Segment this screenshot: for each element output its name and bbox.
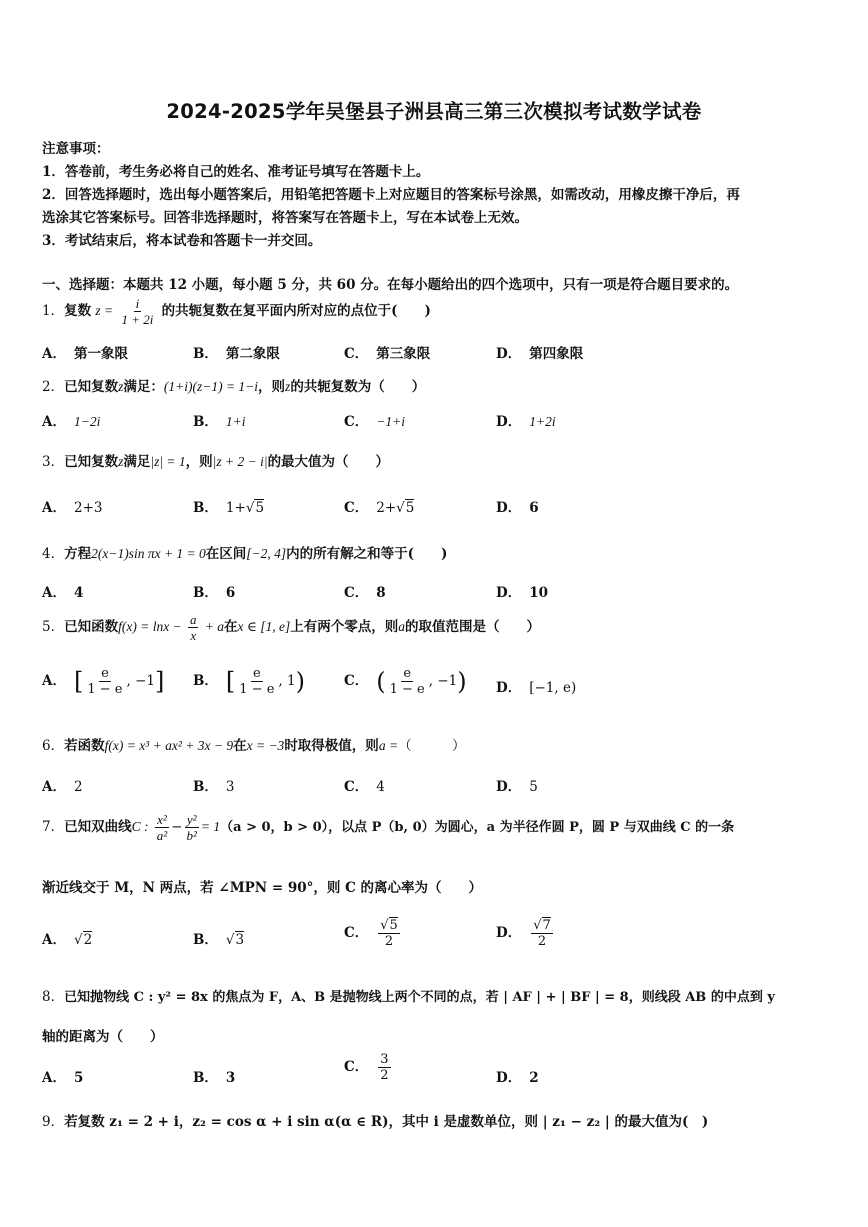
q7-option-c[interactable] [344, 918, 402, 949]
option-label: D． [496, 414, 522, 430]
question-7 [42, 812, 734, 843]
option-label: C． [344, 500, 369, 516]
option-label: A． [42, 585, 66, 601]
q5-var: a [398, 619, 405, 634]
option-text: 5 [73, 1070, 84, 1086]
q8-number: 8． [42, 989, 65, 1005]
q8-option-b[interactable] [193, 1066, 235, 1086]
q9-number: 9． [42, 1114, 65, 1130]
q5-option-a[interactable]: A． [ $\frac{e}{1 - e}$ , −1] [42, 666, 165, 697]
option-label: D． [496, 500, 522, 516]
option-text: 6 [529, 500, 539, 516]
option-text: , −1 [428, 673, 458, 689]
q5-fraction-num: a [189, 612, 197, 627]
question-8-cont: 轴的距离为（ ） [42, 1029, 164, 1045]
q7-var: C : [131, 819, 149, 834]
option-text: 2 [529, 1070, 539, 1086]
notice-item-3: 3．考试结束后，将本试卷和答题卡一并交回。 [42, 233, 322, 249]
q4-option-a[interactable] [42, 581, 83, 601]
fraction-den: 2 [537, 934, 547, 949]
q5-b-fraction [237, 666, 276, 697]
option-text: −1+i [376, 414, 405, 429]
option-text: 3 [225, 779, 235, 795]
option-text: 6 [225, 585, 236, 601]
sqrt-value: 3 [235, 932, 245, 948]
option-text: 4 [376, 779, 385, 795]
q5-text-4: 的取值范围是（ ） [405, 619, 540, 635]
q8-option-d[interactable] [496, 1066, 539, 1086]
fraction-den: 1 − e [239, 682, 275, 697]
option-text: [−1, e) [529, 680, 577, 696]
option-label: B． [193, 500, 218, 516]
option-label: A． [42, 673, 66, 689]
q7-option-d[interactable] [496, 918, 555, 949]
option-label: C． [344, 925, 369, 941]
option-text: 1+2i [529, 414, 556, 429]
option-label: C． [344, 779, 369, 795]
option-label: D． [496, 925, 522, 941]
sqrt-value: 2 [83, 932, 93, 948]
q2-text-4: 的共轭复数为（ ） [290, 379, 426, 395]
option-text: 2+ [376, 500, 397, 516]
question-5 [42, 612, 540, 643]
option-label: C． [344, 346, 369, 362]
fraction-den: 1 − e [87, 682, 123, 697]
q4-text-2: 在区间 [205, 546, 247, 562]
option-label: D． [496, 346, 522, 362]
option-text: 4 [73, 585, 84, 601]
q3-option-c[interactable]: C． 2+√5 [344, 500, 415, 516]
q5-formula-1: f(x) = lnx − [118, 619, 182, 634]
q5-fraction [188, 612, 199, 643]
option-text: , 1 [278, 673, 296, 689]
option-label: B． [193, 346, 218, 362]
q7-d-fraction: $\frac{√7}{2}$ [533, 918, 551, 949]
question-8 [42, 985, 775, 1005]
option-text: 10 [529, 585, 549, 601]
option-text: 第二象限 [225, 346, 280, 362]
q4-option-d[interactable] [496, 581, 548, 601]
q3-var: z [118, 454, 124, 469]
q5-option-b[interactable]: B． [ $\frac{e}{1 - e}$ , 1) [193, 666, 305, 697]
option-label: A． [42, 932, 66, 948]
option-text: 1+i [225, 414, 246, 429]
option-label: D． [496, 779, 522, 795]
question-3 [42, 450, 389, 470]
option-label: B． [193, 932, 218, 948]
q2-number: 2． [42, 379, 65, 395]
sqrt-value: 7 [542, 918, 551, 933]
q2-var-2: z [285, 379, 291, 394]
q9-text: 若复数 z₁ = 2 + i，z₂ = cos α + i sin α(α ∈ R)，其中 i 是虚数单位，则 | z₁ − z₂ | 的最大值为( ) [64, 1114, 709, 1130]
option-text: 第三象限 [376, 346, 431, 362]
option-text: 5 [529, 779, 538, 795]
section-heading: 一、选择题：本题共 12 小题，每小题 5 分，共 60 分。在每小题给出的四个选项中，只有一项是符合题目要求的。 [42, 277, 739, 293]
q7-minus: − [171, 819, 183, 835]
option-label: C． [344, 1059, 369, 1075]
q5-text: 已知函数 [64, 619, 119, 635]
q6-formula-3: a = [378, 738, 399, 753]
q7-text: 已知双曲线 [64, 819, 132, 835]
q7-fraction-2 [184, 812, 198, 843]
q2-option-d[interactable] [496, 410, 556, 430]
option-text: 1+ [225, 500, 246, 516]
fraction-den: b² [186, 828, 197, 843]
q1-formula: z = [95, 303, 114, 318]
option-label: C． [344, 673, 369, 689]
q1-number: 1． [42, 303, 65, 319]
fraction-den: 1 − e [389, 682, 425, 697]
q2-option-a[interactable] [42, 410, 100, 430]
q7-text-2: （a > 0，b > 0），以点 P（b, 0）为圆心，a 为半径作圆 P，圆 P 与双曲线 C 的一条 [220, 820, 735, 835]
notice-heading: 注意事项： [42, 141, 110, 157]
fraction-num: y² [186, 812, 197, 827]
sqrt-value: 5 [255, 500, 265, 516]
q6-option-a[interactable] [42, 775, 83, 795]
option-label: A． [42, 346, 66, 362]
option-label: D． [496, 680, 522, 696]
option-label: C． [344, 585, 369, 601]
option-label: B． [193, 779, 218, 795]
q4-text: 方程 [64, 546, 92, 562]
option-label: B． [193, 1070, 218, 1086]
q5-text-2: 在 [224, 619, 238, 635]
option-label: A． [42, 1070, 66, 1086]
q5-option-d[interactable] [496, 676, 576, 696]
q1-text: 复数 [64, 303, 92, 319]
q3-formula-1: |z| = 1 [150, 454, 186, 469]
notice-item-2: 2．回答选择题时，选出每小题答案后，用铅笔把答题卡上对应题目的答案标号涂黑，如需改动，用橡皮擦干净后，再 [42, 187, 740, 203]
q6-text-3: 时取得极值，则 [284, 738, 379, 754]
q5-formula-2: + a [204, 619, 225, 634]
q3-formula-2: |z + 2 − i| [212, 454, 268, 469]
q8-c-fraction [378, 1052, 390, 1083]
q4-number: 4． [42, 546, 65, 562]
q5-text-3: 上有两个零点，则 [290, 619, 399, 635]
q2-text-3: ，则 [258, 379, 286, 395]
option-text: 2+3 [73, 500, 103, 516]
q4-formula: 2(x−1)sin πx + 1 = 0 [91, 546, 206, 561]
q5-number: 5． [42, 619, 65, 635]
option-label: B． [193, 585, 218, 601]
q3-option-d[interactable] [496, 496, 539, 516]
option-label: D． [496, 585, 522, 601]
option-text: 2 [73, 779, 83, 795]
question-1 [42, 296, 431, 327]
q2-option-c[interactable] [344, 410, 405, 430]
q6-text-4: （ ） [398, 738, 466, 754]
q7-fraction-1 [155, 812, 169, 843]
q1-option-c[interactable] [344, 342, 430, 362]
fraction-den: 2 [380, 1068, 389, 1083]
sqrt-value: 5 [389, 918, 398, 933]
q7-number: 7． [42, 819, 65, 835]
q1-option-b[interactable] [193, 342, 280, 362]
q3-number: 3． [42, 454, 65, 470]
fraction-num: e [253, 666, 261, 681]
q5-fraction-den: x [190, 628, 197, 643]
q1-text-2: 的共轭复数在复平面内所对应的点位于( ) [161, 303, 431, 319]
fraction-num: x² [157, 812, 167, 827]
option-label: A． [42, 414, 66, 430]
q2-option-b[interactable] [193, 410, 246, 430]
q4-option-c[interactable] [344, 581, 386, 601]
q6-formula: f(x) = x³ + ax² + 3x − 9 [104, 738, 234, 753]
notice-item-1: 1．答卷前，考生务必将自己的姓名、准考证号填写在答题卡上。 [42, 164, 430, 180]
q8-text: 已知抛物线 C : y² = 8x 的焦点为 F，A、B 是抛物线上两个不同的点，若 | AF | + | BF | = 8，则线段 AB 的中点到 y [64, 990, 775, 1005]
q2-text: 已知复数 [64, 379, 119, 395]
q7-c-fraction: $\frac{√5}{2}$ [380, 918, 398, 949]
fraction-num: e [403, 666, 412, 681]
question-6 [42, 734, 466, 754]
option-text: 1−2i [73, 414, 101, 429]
q6-text: 若函数 [64, 738, 105, 754]
q5-option-c[interactable]: C． ( $\frac{e}{1 - e}$ , −1) [344, 666, 467, 697]
q5-formula-3: x ∈ [1, e] [237, 619, 291, 634]
q6-formula-2: x = −3 [246, 738, 285, 753]
fraction-den: a² [156, 828, 168, 843]
option-text: 8 [376, 585, 386, 601]
fraction-num: 3 [380, 1052, 389, 1067]
fraction-num: e [101, 666, 109, 681]
q6-text-2: 在 [233, 738, 247, 754]
q4-option-b[interactable] [193, 581, 235, 601]
option-label: B． [193, 673, 218, 689]
q1-fraction-num: i [135, 296, 140, 311]
q5-a-fraction [85, 666, 124, 697]
q3-option-b[interactable]: B． 1+√5 [193, 500, 265, 516]
q7-option-a[interactable]: A． √2 [42, 932, 93, 948]
q3-text-4: 的最大值为（ ） [267, 454, 390, 470]
fraction-den: 2 [384, 934, 394, 949]
question-7-cont: 渐近线交于 M，N 两点，若 ∠MPN = 90°，则 C 的离心率为（ ） [42, 880, 483, 896]
q4-interval: [−2, 4] [246, 546, 287, 561]
page-title: 2024-2025学年吴堡县子洲县高三第三次模拟考试数学试卷 [166, 100, 702, 123]
q6-option-d[interactable] [496, 775, 538, 795]
option-text: , −1 [126, 673, 155, 689]
q2-text-2: 满足： [123, 379, 164, 395]
q1-option-d[interactable] [496, 342, 583, 362]
option-label: C． [344, 414, 369, 430]
q8-option-a[interactable] [42, 1066, 83, 1086]
notice-item-2-cont: 选涂其它答案标号。回答非选择题时，将答案写在答题卡上，写在本试卷上无效。 [42, 210, 528, 226]
q1-fraction-den: 1 + 2i [121, 312, 154, 327]
question-9 [42, 1110, 708, 1130]
q2-var: z [118, 379, 124, 394]
q7-formula: = 1 [200, 819, 221, 834]
option-text: 第一象限 [73, 346, 128, 362]
option-label: B． [193, 414, 218, 430]
q6-option-c[interactable] [344, 775, 385, 795]
q1-fraction [119, 296, 155, 327]
q2-formula: (1+i)(z−1) = 1−i [163, 379, 259, 394]
q3-option-a[interactable] [42, 496, 102, 516]
q6-number: 6． [42, 738, 65, 754]
q1-option-a[interactable] [42, 342, 128, 362]
option-label: D． [496, 1070, 522, 1086]
sqrt-value: 5 [405, 500, 415, 516]
q4-text-3: 内的所有解之和等于( ) [286, 546, 448, 562]
q6-option-b[interactable] [193, 775, 235, 795]
q7-option-b[interactable]: B． √3 [193, 932, 245, 948]
q8-option-c[interactable] [344, 1052, 393, 1083]
q3-text-3: ，则 [185, 454, 213, 470]
question-4 [42, 542, 447, 562]
q3-text-2: 满足 [123, 454, 151, 470]
option-label: A． [42, 500, 66, 516]
option-text: 第四象限 [529, 346, 584, 362]
option-text: 3 [225, 1070, 236, 1086]
question-2 [42, 375, 425, 395]
q5-c-fraction [388, 666, 427, 697]
q3-text: 已知复数 [64, 454, 119, 470]
option-label: A． [42, 779, 66, 795]
